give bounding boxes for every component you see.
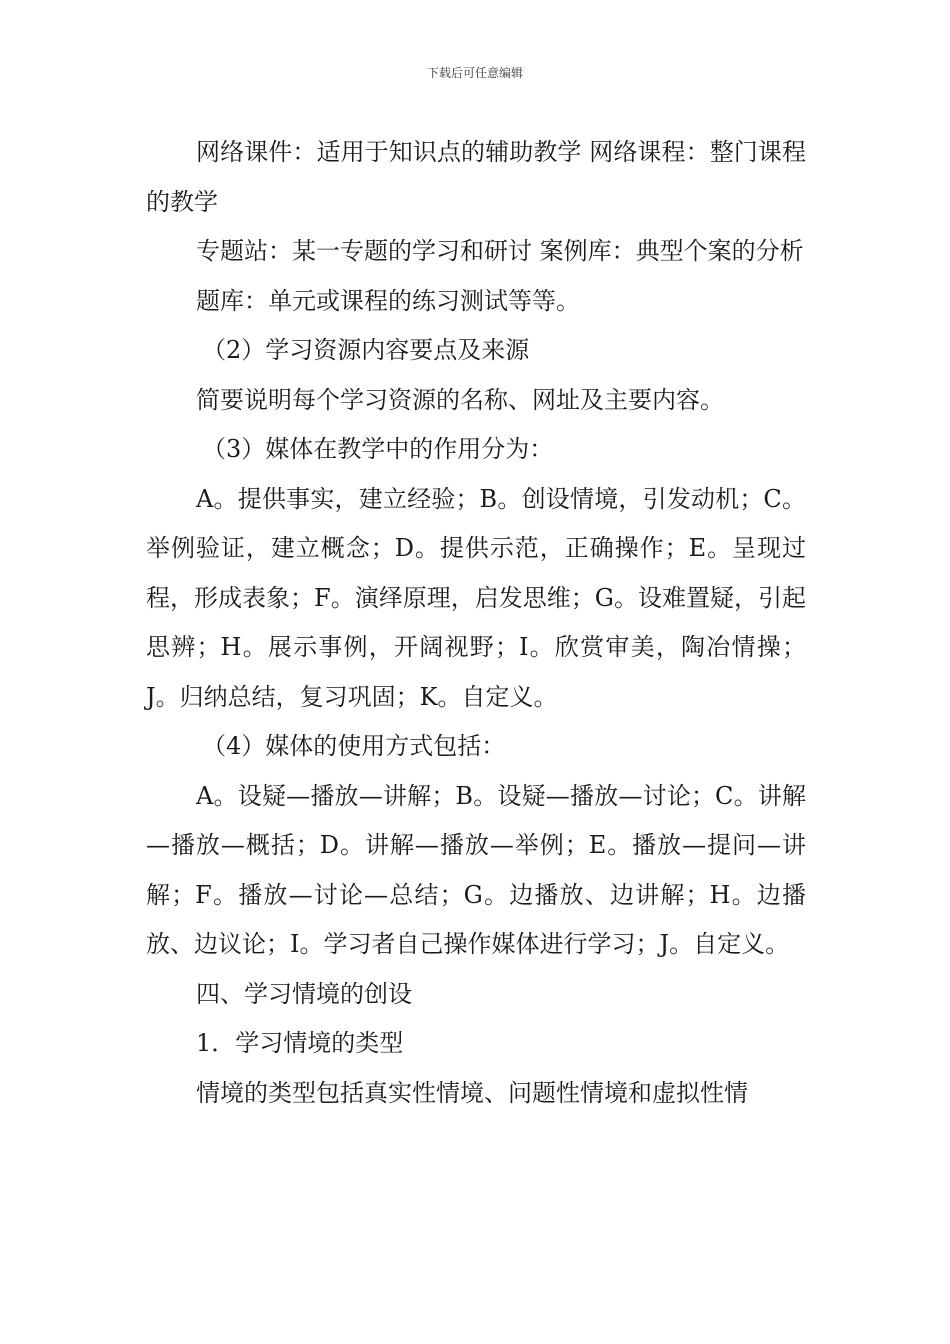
heading-media-role: （3）媒体在教学中的作用分为： — [202, 435, 554, 463]
paragraph-context-types: 情境的类型包括真实性情境、问题性情境和虚拟性情 — [196, 1078, 748, 1107]
paragraph-media-usage-list: A。设疑—播放—讲解；B。设疑—播放—讨论；C。讲解—播放—概括；D。讲解—播放—举例；E。播放—提问—讲解；F。播放—讨论—总结；G。边播放、边讲解；H。边播放、边议论；I。学习者自己操作媒体进行学习；J。自定义。 — [146, 781, 806, 958]
heading-resource-content: （2）学习资源内容要点及来源 — [202, 336, 530, 364]
paragraph-media-role-list: A。提供事实，建立经验；B。创设情境，引发动机；C。举例验证，建立概念；D。提供示范，正确操作；E。呈现过程，形成表象；F。演绎原理，启发思维；G。设难置疑，引起思辨；H。展示事例，开阔视野；I。欣赏审美，陶冶情操；J。归纳总结，复习巩固；K。自定义。 — [146, 484, 806, 711]
paragraph-resource-description: 简要说明每个学习资源的名称、网址及主要内容。 — [196, 385, 724, 414]
paragraph-topic-site: 专题站：某一专题的学习和研讨 案例库：典型个案的分析 — [196, 237, 804, 265]
subheading-context-types: 1．学习情境的类型 — [196, 1029, 404, 1057]
heading-media-usage: （4）媒体的使用方式包括： — [202, 732, 506, 760]
paragraph-question-bank: 题库：单元或课程的练习测试等等。 — [196, 286, 580, 315]
paragraph-web-courseware: 网络课件：适用于知识点的辅助教学 网络课程：整门课程的教学 — [146, 138, 806, 216]
section-heading-learning-context: 四、学习情境的创设 — [196, 979, 412, 1008]
document-body — [146, 128, 806, 1118]
page-header-watermark: 下载后可任意编辑 — [426, 66, 523, 80]
